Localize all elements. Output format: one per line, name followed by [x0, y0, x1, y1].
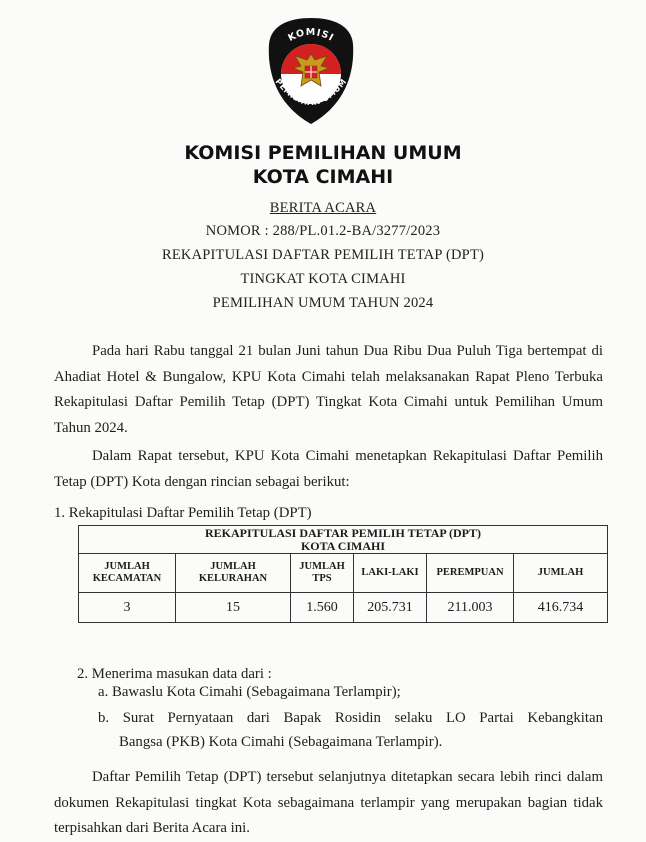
- kpu-logo: [265, 14, 357, 128]
- doc-type: BERITA ACARA: [269, 200, 377, 216]
- table-title: [79, 526, 608, 554]
- cell-jumlah: 416.734: [514, 593, 608, 623]
- cell-laki-laki: 205.731: [354, 593, 427, 623]
- doc-election: PEMILIHAN UMUM TAHUN 2024: [212, 295, 434, 311]
- list-item-2b-line2: Bangsa (PKB) Kota Cimahi (Sebagaimana Terlampir).: [119, 734, 443, 750]
- doc-level: TINGKAT KOTA CIMAHI: [240, 271, 406, 287]
- cell-perempuan: 211.003: [427, 593, 514, 623]
- header-jumlah: JUMLAH: [514, 554, 608, 593]
- org-name-line2: KOTA CIMAHI: [252, 166, 394, 188]
- header-kecamatan: JUMLAH KECAMATAN: [79, 554, 176, 593]
- doc-subject: REKAPITULASI DAFTAR PEMILIH TETAP (DPT): [161, 247, 485, 263]
- logo-top-text: KOMISI: [286, 26, 336, 44]
- dpt-table: [78, 525, 608, 623]
- org-name-line1: KOMISI PEMILIHAN UMUM: [184, 142, 462, 164]
- doc-number: NOMOR : 288/PL.01.2-BA/3277/2023: [205, 223, 441, 239]
- header-kelurahan: JUMLAH KELURAHAN: [176, 554, 291, 593]
- list-item-2a: a. Bawaslu Kota Cimahi (Sebagaimana Terlampir);: [98, 684, 401, 700]
- logo-bottom-text: PEMILIHAN UMUM: [273, 77, 349, 108]
- list-item-2b-line1: b. Surat Pernyataan dari Bapak Rosidin selaku LO Partai Kebangkitan: [98, 710, 603, 726]
- header-perempuan: PEREMPUAN: [427, 554, 514, 593]
- header-tps: JUMLAH TPS: [291, 554, 354, 593]
- paragraph-decision: Dalam Rapat tersebut, KPU Kota Cimahi menetapkan Rekapitulasi Daftar Pemilih Tetap (DPT) Kota dengan rincian sebagai berikut:: [54, 448, 603, 490]
- paragraph-closing: Daftar Pemilih Tetap (DPT) tersebut selanjutnya ditetapkan secara lebih rinci dalam dokumen Rekapitulasi tingkat Kota sebagaimana terlampir yang merupakan bagian tidak terpisahkan dari Berita Acara ini.: [54, 769, 603, 836]
- table-title-line2: KOTA CIMAHI: [300, 538, 386, 553]
- cell-kelurahan: 15: [176, 593, 291, 623]
- header-laki-laki: LAKI-LAKI: [354, 554, 427, 593]
- table-title-line1: REKAPITULASI DAFTAR PEMILIH TETAP (DPT): [204, 525, 482, 540]
- paragraph-opening: Pada hari Rabu tanggal 21 bulan Juni tahun Dua Ribu Dua Puluh Tiga bertempat di Ahadiat Hotel & Bungalow, KPU Kota Cimahi telah melaksanakan Rapat Pleno Terbuka Rekapitulasi Daftar Pemilih Tetap (DPT) Tingkat Kota Cimahi untuk Pemilihan Umum Tahun 2024.: [54, 343, 603, 436]
- list-item-1: 1. Rekapitulasi Daftar Pemilih Tetap (DPT): [54, 505, 312, 521]
- list-item-2: 2. Menerima masukan data dari :: [77, 666, 272, 682]
- cell-tps: 1.560: [291, 593, 354, 623]
- table-row: [79, 593, 608, 623]
- cell-kecamatan: 3: [79, 593, 176, 623]
